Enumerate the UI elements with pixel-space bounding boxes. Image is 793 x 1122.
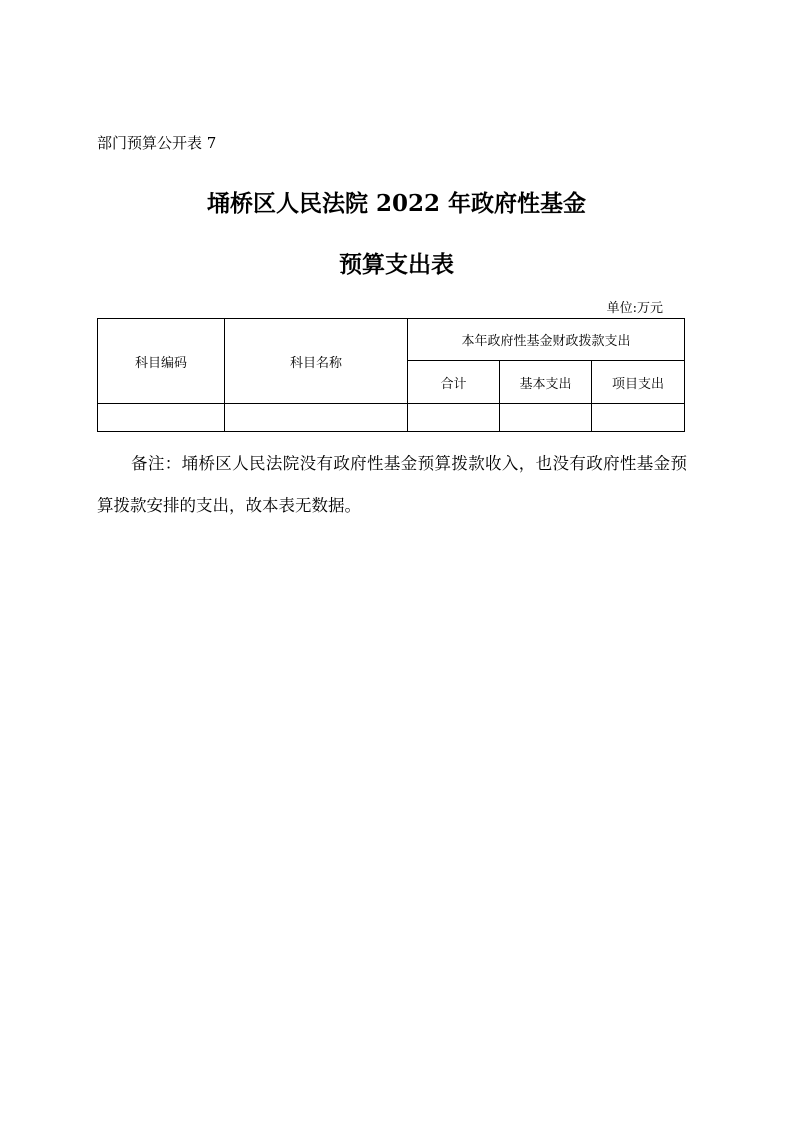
table-cell (500, 404, 592, 432)
header-subject-name: 科目名称 (225, 319, 408, 404)
header-basic-expenditure: 基本支出 (500, 361, 592, 404)
unit-label: 单位:万元 (606, 301, 663, 316)
header-total: 合计 (408, 361, 500, 404)
table-cell (98, 404, 225, 432)
page-subtitle: 预算支出表 (339, 251, 454, 278)
page-title: 埇桥区人民法院 2022 年政府性基金 (206, 190, 587, 217)
header-project-expenditure: 项目支出 (592, 361, 685, 404)
header-row-1 (98, 319, 685, 361)
table-label: 部门预算公开表 7 (97, 134, 217, 152)
header-fund-expenditure-group: 本年政府性基金财政拨款支出 (408, 319, 685, 361)
table-row (98, 404, 685, 432)
budget-table (97, 318, 685, 432)
table-cell (408, 404, 500, 432)
table-cell (592, 404, 685, 432)
note-paragraph: 备注：埇桥区人民法院没有政府性基金预算拨款收入，也没有政府性基金预算拨款安排的支出，故本表无数据。 (97, 454, 687, 515)
header-subject-code: 科目编码 (98, 319, 225, 404)
table-cell (225, 404, 408, 432)
